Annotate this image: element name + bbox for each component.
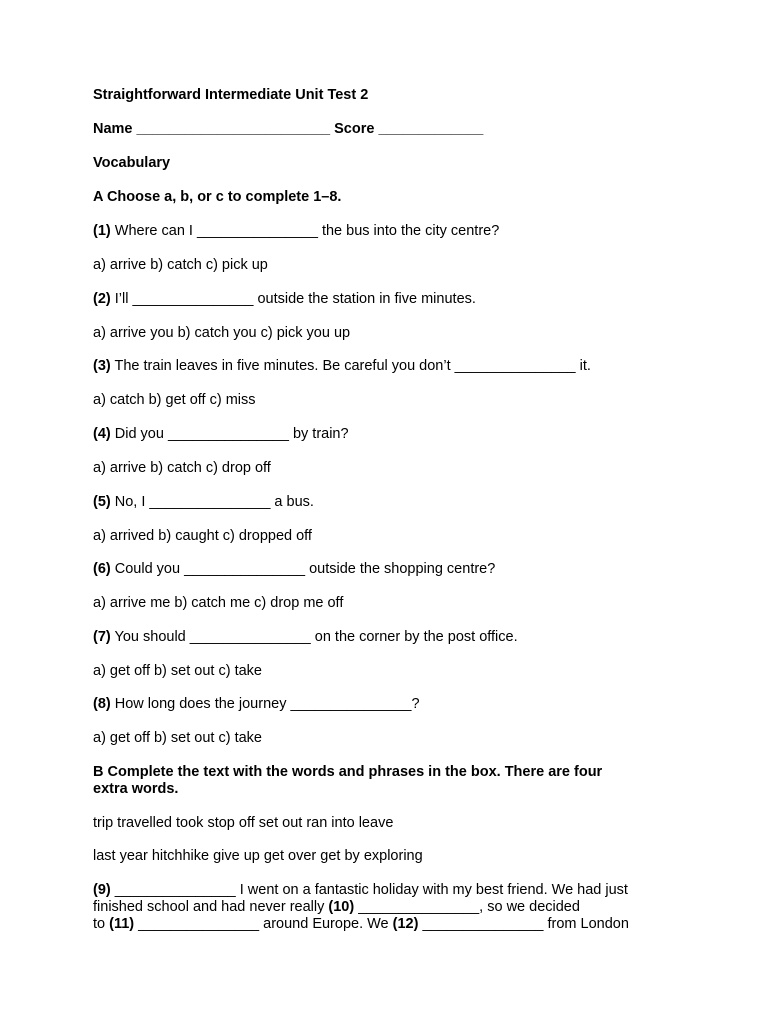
question-5	[93, 494, 314, 511]
question-4	[93, 426, 349, 443]
question-text: Where can I _______________ the bus into the city centre?	[114, 223, 500, 239]
part-b-instruction-line-1: B Complete the text with the words and phrases in the box. There are four	[93, 764, 603, 780]
text-segment: _______________, so we decided	[354, 899, 580, 915]
question-3	[93, 358, 591, 375]
text-segment: to	[93, 916, 110, 932]
question-text: You should _______________ on the corner by the post office.	[114, 629, 518, 645]
question-number: (8)	[93, 696, 111, 712]
question-text: How long does the journey _______________?	[114, 696, 420, 712]
gap-number-9: (9)	[93, 882, 111, 898]
word-box-line-2: last year hitchhike give up get over get by exploring	[93, 848, 423, 864]
gap-number-11: (11)	[109, 916, 135, 932]
part-b-text-line-2	[93, 899, 683, 916]
name-label: Name	[93, 121, 133, 137]
question-text: I’ll _______________ outside the station in five minutes.	[114, 291, 476, 307]
question-number: (1)	[93, 223, 111, 239]
question-8-options: a) get off b) set out c) take	[93, 730, 262, 746]
question-7-options: a) get off b) set out c) take	[93, 663, 262, 679]
text-segment: finished school and had never really	[93, 899, 329, 915]
question-5-options: a) arrived b) caught c) dropped off	[93, 528, 312, 544]
question-number: (2)	[93, 291, 111, 307]
document-title: Straightforward Intermediate Unit Test 2	[93, 87, 369, 103]
question-number: (4)	[93, 426, 111, 442]
question-text: The train leaves in five minutes. Be careful you don’t _______________ it.	[114, 358, 591, 374]
word-box-line-1: trip travelled took stop off set out ran into leave	[93, 815, 394, 831]
text-segment: _______________ from London	[418, 916, 629, 932]
question-8	[93, 696, 420, 713]
question-6	[93, 561, 495, 578]
question-3-options: a) catch b) get off c) miss	[93, 392, 256, 408]
question-number: (3)	[93, 358, 111, 374]
gap-number-12: (12)	[392, 916, 419, 932]
question-1	[93, 223, 499, 240]
question-7	[93, 629, 518, 646]
part-a-instruction: A Choose a, b, or c to complete 1–8.	[93, 189, 342, 205]
score-label: Score	[334, 121, 375, 137]
question-text: No, I _______________ a bus.	[114, 494, 314, 510]
question-number: (7)	[93, 629, 111, 645]
question-number: (5)	[93, 494, 111, 510]
name-score-line	[93, 121, 483, 138]
part-b-text-line-1	[93, 882, 683, 899]
question-6-options: a) arrive me b) catch me c) drop me off	[93, 595, 344, 611]
score-blank: _____________	[378, 121, 484, 137]
section-heading-vocabulary: Vocabulary	[93, 155, 171, 171]
part-b-text-line-3	[93, 916, 683, 933]
text-segment: _______________ I went on a fantastic holiday with my best friend. We had just	[110, 882, 628, 898]
part-b-instruction	[93, 764, 683, 798]
gap-number-10: (10)	[328, 899, 355, 915]
name-blank: ________________________	[136, 121, 331, 137]
text-segment: _______________ around Europe. We	[134, 916, 393, 932]
question-text: Could you _______________ outside the shopping centre?	[114, 561, 496, 577]
part-b-text	[93, 882, 683, 933]
question-number: (6)	[93, 561, 111, 577]
question-1-options: a) arrive b) catch c) pick up	[93, 257, 268, 273]
part-b-instruction-line-2: extra words.	[93, 781, 179, 797]
question-text: Did you _______________ by train?	[114, 426, 349, 442]
question-2-options: a) arrive you b) catch you c) pick you up	[93, 325, 351, 341]
question-2	[93, 291, 476, 308]
question-4-options: a) arrive b) catch c) drop off	[93, 460, 271, 476]
